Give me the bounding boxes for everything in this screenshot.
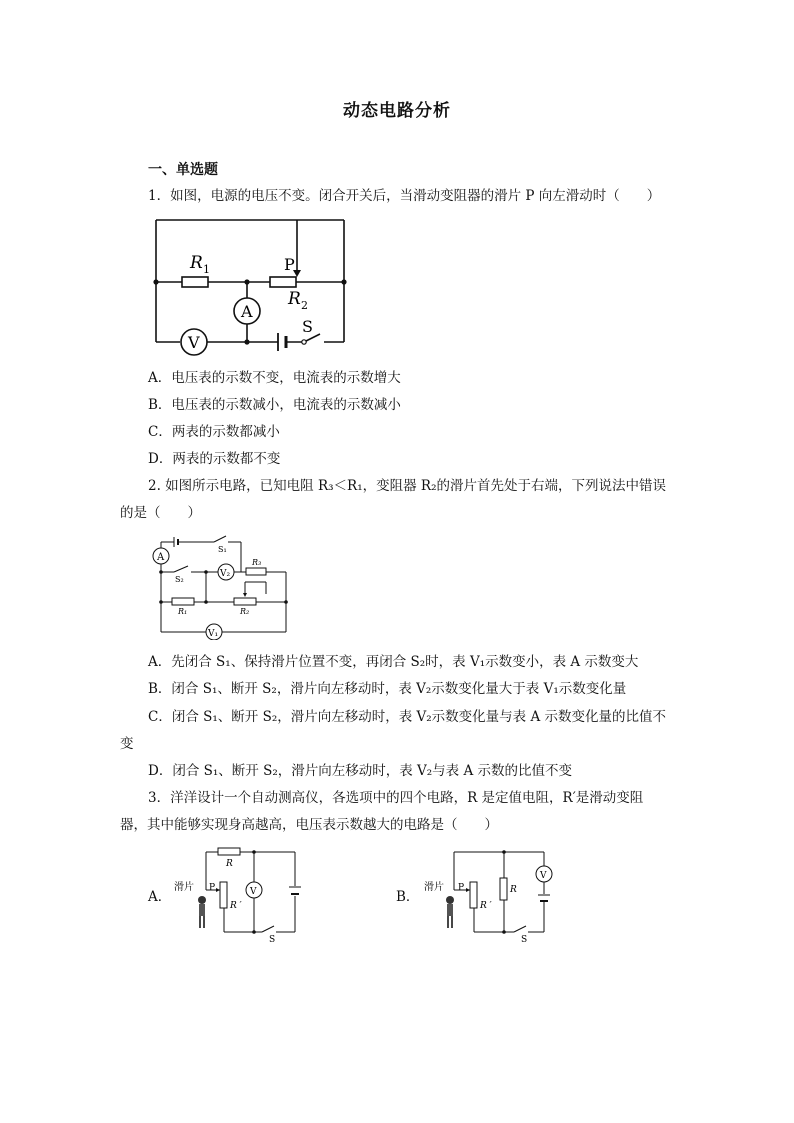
section-heading: 一、单选题 <box>148 162 218 178</box>
q1-option-d: D．两表的示数都不变 <box>148 451 281 467</box>
q1-option-b: B．电压表的示数减小，电流表的示数减小 <box>148 397 401 413</box>
q1-ammeter-label: A <box>241 302 253 321</box>
q3b-v-label: V <box>540 871 547 881</box>
q3a-slider-arrow-icon <box>216 888 220 892</box>
person-figure-icon <box>446 896 454 928</box>
q2-option-a: A．先闭合 S₁、保持滑片位置不变，再闭合 S₂时，表 V₁示数变小，表 A 示数变大 <box>148 654 639 670</box>
q3a-r-prime-label: R ′ <box>230 901 242 911</box>
q3b-p-label: P <box>458 883 465 893</box>
q2-r3-label: R₃ <box>252 558 262 567</box>
q2-ammeter-label: A <box>157 552 165 563</box>
q3b-slider-arrow-icon <box>466 888 470 892</box>
q1-label-r2-sub: 2 <box>301 299 308 312</box>
q2-r1-label: R₁ <box>178 607 188 616</box>
q3-option-a-label: A． <box>148 889 172 905</box>
q2-v2-label: V₂ <box>220 569 231 579</box>
q3a-v-label: V <box>250 887 257 897</box>
q3b-s-label: S <box>521 935 528 942</box>
q2-v1-label: V₁ <box>208 629 219 639</box>
q3a-s-label: S <box>269 935 276 942</box>
q2-stem-line1: 2. 如图所示电路，已知电阻 R₃＜R₁，变阻器 R₂的滑片首先处于右端，下列说法中错误 <box>148 478 666 494</box>
q1-label-r1-sub: 1 <box>203 263 210 276</box>
page-title: 动态电路分析 <box>343 101 451 121</box>
q2-s1-label: S₁ <box>218 545 227 554</box>
q3a-slider-label: 滑片 <box>174 882 194 893</box>
q3a-p-label: P <box>209 883 216 893</box>
q3-option-b-label: B． <box>396 889 420 905</box>
q1-voltmeter-label: V <box>188 333 200 352</box>
q1-option-a: A．电压表的示数不变，电流表的示数增大 <box>148 370 401 386</box>
q2-option-b: B．闭合 S₁、断开 S₂，滑片向左移动时，表 V₂示数变化量大于表 V₁示数变化量 <box>148 681 627 697</box>
q2-stem-line2: 的是（ ） <box>120 505 201 521</box>
q2-s2-label: S₂ <box>175 575 184 584</box>
q3-stem-line2: 器，其中能够实现身高越高，电压表示数越大的电路是（ ） <box>120 817 498 833</box>
q1-label-p: P <box>284 255 295 274</box>
q1-circuit-diagram <box>140 212 370 362</box>
q3-stem-line1: 3．洋洋设计一个自动测高仪，各选项中的四个电路，R 是定值电阻，R′是滑动变阻 <box>148 790 644 806</box>
q3-circuit-a <box>170 842 310 942</box>
q2-option-c: C．闭合 S₁、断开 S₂，滑片向左移动时，表 V₂示数变化量与表 A 示数变化量的比值不 <box>148 709 667 725</box>
q2-r2-label: R₂ <box>240 607 250 616</box>
q2-option-c-continued: 变 <box>120 736 134 752</box>
q3-circuit-b <box>420 842 560 942</box>
q1-stem: 1．如图，电源的电压不变。闭合开关后，当滑动变阻器的滑片 P 向左滑动时（ ） <box>148 188 661 204</box>
q1-option-c: C．两表的示数都减小 <box>148 424 280 440</box>
q2-option-d: D．闭合 S₁、断开 S₂，滑片向左移动时，表 V₂与表 A 示数的比值不变 <box>148 763 573 779</box>
q1-label-r1: R <box>190 253 203 273</box>
q2-circuit-diagram <box>146 530 296 640</box>
q2-slider-arrow-icon <box>243 593 247 597</box>
q3a-r-label: R <box>226 859 233 869</box>
q1-switch-label: S <box>302 317 313 336</box>
q3b-r-label: R <box>510 885 517 895</box>
q1-label-r2: R <box>288 289 301 309</box>
person-figure-icon <box>198 896 206 928</box>
switch-contact-icon <box>302 340 306 344</box>
q3b-r-prime-label: R ′ <box>480 901 492 911</box>
q3b-slider-label: 滑片 <box>424 882 444 893</box>
